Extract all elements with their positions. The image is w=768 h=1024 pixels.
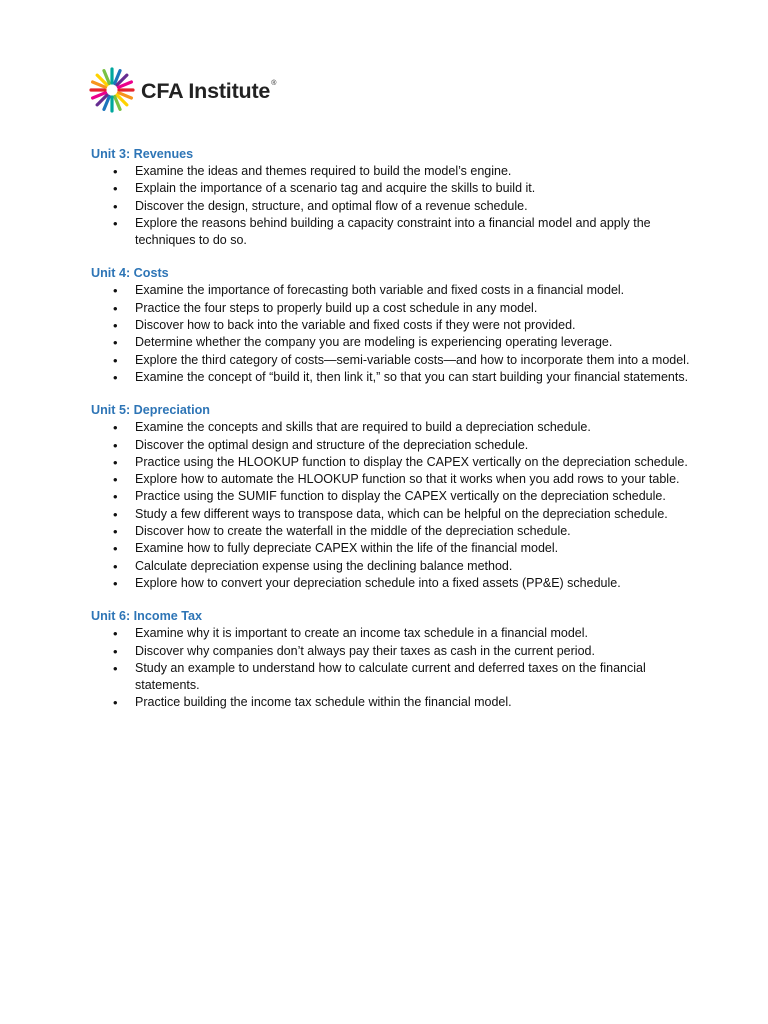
bullet-icon: • — [113, 300, 118, 316]
bullet-icon: • — [113, 506, 118, 522]
bullet-icon: • — [113, 437, 118, 453]
bullet-icon: • — [113, 695, 118, 711]
list-item: • Discover why companies don’t always pay their taxes as cash in the current period. — [113, 643, 595, 659]
bullet-icon: • — [113, 318, 118, 334]
unit-3-revenues — [91, 146, 691, 249]
unit-title: Unit 3: Revenues — [91, 147, 194, 161]
bullet-icon: • — [113, 558, 118, 574]
unit-6-income-tax — [91, 608, 691, 711]
bullet-icon: • — [113, 164, 118, 179]
unit-5-depreciation — [91, 402, 691, 592]
registered-mark: ® — [271, 79, 277, 87]
bullet-icon: • — [113, 575, 118, 591]
bullet-icon: • — [113, 541, 118, 557]
list-item: • Explore how to automate the HLOOKUP function so that it works when you add rows to your table. — [113, 472, 680, 488]
logo-text: CFA Institute® — [141, 78, 277, 103]
bullet-icon: • — [113, 420, 118, 436]
list-item: • Explore the third category of costs—semi-variable costs—and how to incorporate them into a model. — [113, 352, 690, 368]
bullet-list — [91, 282, 691, 386]
bullet-icon: • — [113, 369, 118, 385]
list-item: • Explore how to convert your depreciation schedule into a fixed assets (PP&E) schedule. — [113, 575, 621, 591]
list-item: • Examine the concept of “build it, then link it,” so that you can start building your financial statements. — [113, 369, 689, 385]
course-units — [91, 146, 691, 728]
bullet-icon: • — [113, 283, 118, 299]
list-item: • Study a few different ways to transpose data, which can be helpful on the depreciation schedule. — [113, 506, 668, 522]
bullet-icon: • — [113, 643, 118, 659]
list-item: • Examine why it is important to create an income tax schedule in a financial model. — [113, 626, 589, 642]
list-item: • Practice building the income tax schedule within the financial model. — [113, 695, 512, 711]
list-item: • Determine whether the company you are modeling is experiencing operating leverage. — [113, 335, 613, 351]
list-item: • Practice using the HLOOKUP function to display the CAPEX vertically on the depreciation schedule. — [113, 454, 688, 470]
bullet-icon: • — [113, 454, 118, 470]
list-item: • Calculate depreciation expense using the declining balance method. — [113, 558, 513, 574]
list-item: • Examine how to fully depreciate CAPEX within the life of the financial model. — [113, 541, 559, 557]
unit-title: Unit 5: Depreciation — [91, 403, 210, 418]
list-item: • Examine the ideas and themes required to build the model’s engine. — [113, 164, 512, 179]
bullet-icon: • — [113, 660, 118, 676]
bullet-icon: • — [113, 198, 118, 214]
cfa-institute-logo — [89, 66, 276, 114]
bullet-list — [91, 163, 691, 249]
list-item: • Practice the four steps to properly build up a cost schedule in any model. — [113, 300, 538, 316]
bullet-icon: • — [113, 335, 118, 351]
bullet-icon: • — [113, 626, 118, 642]
bullet-icon: • — [113, 489, 118, 505]
list-item: • Explain the importance of a scenario tag and acquire the skills to build it. — [113, 181, 536, 197]
bullet-icon: • — [113, 524, 118, 540]
list-item: • Explore the reasons behind building a capacity constraint into a financial model and apply the techniques to do so. — [113, 215, 651, 248]
bullet-icon: • — [113, 352, 118, 368]
cfa-starburst-logo-icon — [89, 67, 135, 113]
bullet-icon: • — [113, 472, 118, 488]
list-item: • Discover the optimal design and structure of the depreciation schedule. — [113, 437, 529, 453]
bullet-icon: • — [113, 181, 118, 197]
unit-title: Unit 4: Costs — [91, 266, 169, 281]
unit-title: Unit 6: Income Tax — [91, 609, 203, 624]
bullet-list — [91, 625, 691, 711]
list-item: • Discover how to back into the variable and fixed costs if they were not provided. — [113, 318, 576, 334]
bullet-list — [91, 419, 691, 592]
list-item: • Discover the design, structure, and optimal flow of a revenue schedule. — [113, 198, 528, 214]
list-item: • Discover how to create the waterfall in the middle of the depreciation schedule. — [113, 524, 571, 540]
unit-4-costs — [91, 265, 691, 386]
bullet-icon: • — [113, 215, 118, 231]
list-item: • Examine the importance of forecasting both variable and fixed costs in a financial model. — [113, 283, 625, 299]
list-item: • Study an example to understand how to calculate current and deferred taxes on the financial statements. — [113, 660, 646, 693]
list-item: • Practice using the SUMIF function to display the CAPEX vertically on the depreciation schedule. — [113, 489, 666, 505]
list-item: • Examine the concepts and skills that are required to build a depreciation schedule. — [113, 420, 591, 436]
